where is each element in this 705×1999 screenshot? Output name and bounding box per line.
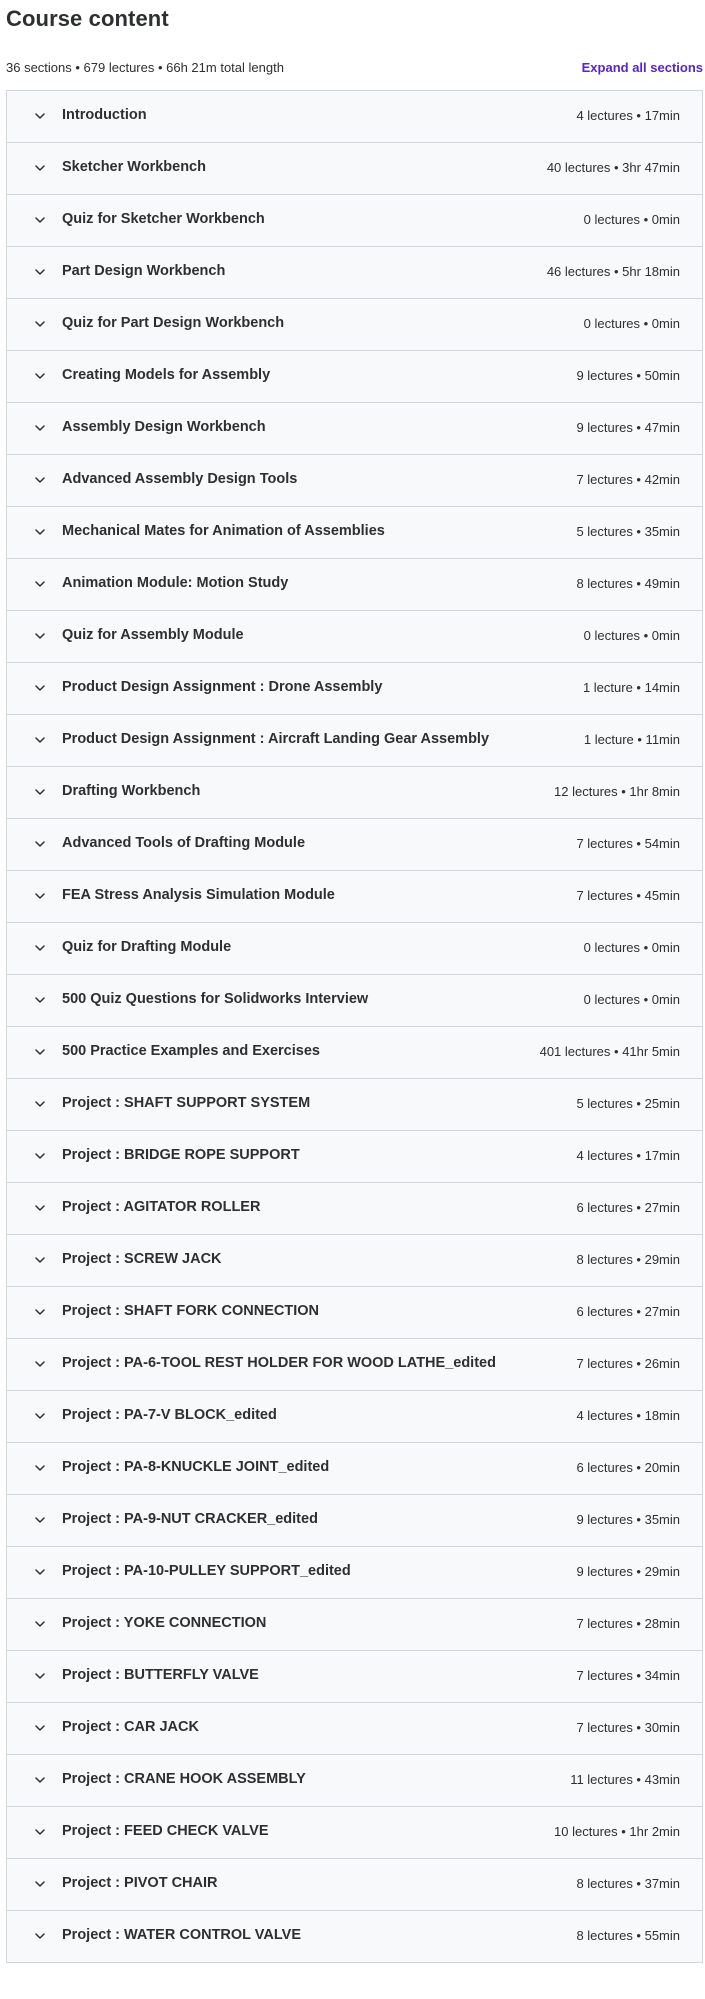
section-row[interactable]	[7, 611, 702, 663]
section-meta: 10 lectures • 1hr 2min	[554, 1824, 680, 1839]
chevron-down-icon[interactable]	[34, 578, 46, 590]
chevron-down-icon[interactable]	[34, 1150, 46, 1162]
chevron-down-icon[interactable]	[34, 1722, 46, 1734]
chevron-down-icon[interactable]	[34, 1358, 46, 1370]
section-title: Project : CAR JACK	[62, 1719, 199, 1735]
section-title: Introduction	[62, 107, 147, 123]
section-title: Project : AGITATOR ROLLER	[62, 1199, 261, 1215]
section-meta: 7 lectures • 42min	[576, 472, 680, 487]
chevron-down-icon[interactable]	[34, 838, 46, 850]
section-row[interactable]	[7, 923, 702, 975]
chevron-down-icon[interactable]	[34, 1566, 46, 1578]
section-meta: 1 lecture • 11min	[583, 732, 680, 747]
section-meta: 0 lectures • 0min	[583, 992, 680, 1007]
chevron-down-icon[interactable]	[34, 1202, 46, 1214]
section-row[interactable]	[7, 1807, 702, 1859]
section-meta: 6 lectures • 27min	[576, 1304, 680, 1319]
expand-all-sections-button[interactable]: Expand all sections	[581, 60, 703, 75]
section-title: Project : PA-7-V BLOCK_edited	[62, 1407, 277, 1423]
section-title: Drafting Workbench	[62, 783, 201, 799]
section-row[interactable]	[7, 1235, 702, 1287]
chevron-down-icon[interactable]	[34, 370, 46, 382]
section-title: Quiz for Assembly Module	[62, 627, 244, 643]
chevron-down-icon[interactable]	[34, 110, 46, 122]
section-title: Project : SCREW JACK	[62, 1251, 222, 1267]
section-meta: 9 lectures • 35min	[576, 1512, 680, 1527]
section-title: Part Design Workbench	[62, 263, 226, 279]
section-row[interactable]	[7, 1703, 702, 1755]
section-meta: 46 lectures • 5hr 18min	[546, 264, 680, 279]
section-title: Project : SHAFT SUPPORT SYSTEM	[62, 1095, 311, 1111]
section-meta: 8 lectures • 37min	[576, 1876, 680, 1891]
section-meta: 7 lectures • 54min	[576, 836, 680, 851]
chevron-down-icon[interactable]	[34, 1774, 46, 1786]
chevron-down-icon[interactable]	[34, 890, 46, 902]
section-title: Assembly Design Workbench	[62, 419, 266, 435]
section-title: Project : WATER CONTROL VALVE	[62, 1927, 301, 1943]
section-row[interactable]	[7, 819, 702, 871]
chevron-down-icon[interactable]	[34, 1410, 46, 1422]
section-title: Project : CRANE HOOK ASSEMBLY	[62, 1771, 306, 1787]
course-summary: 36 sections • 679 lectures • 66h 21m total length	[6, 60, 284, 75]
section-title: Project : FEED CHECK VALVE	[62, 1823, 269, 1839]
section-title: Project : SHAFT FORK CONNECTION	[62, 1303, 319, 1319]
section-row[interactable]	[7, 1131, 702, 1183]
chevron-down-icon[interactable]	[34, 318, 46, 330]
section-row[interactable]	[7, 91, 702, 143]
section-row[interactable]	[7, 1339, 702, 1391]
section-title: Advanced Assembly Design Tools	[62, 471, 298, 487]
section-row[interactable]	[7, 1599, 702, 1651]
section-row[interactable]	[7, 195, 702, 247]
section-title: Sketcher Workbench	[62, 159, 206, 175]
section-row[interactable]	[7, 1547, 702, 1599]
section-meta: 4 lectures • 17min	[576, 1148, 680, 1163]
section-row[interactable]	[7, 1651, 702, 1703]
section-row[interactable]	[7, 975, 702, 1027]
course-summary-row	[6, 60, 705, 80]
section-title: Project : PA-6-TOOL REST HOLDER FOR WOOD LATHE_edited	[62, 1355, 496, 1371]
section-meta: 7 lectures • 30min	[576, 1720, 680, 1735]
sections-list	[6, 90, 703, 1963]
section-meta: 1 lecture • 14min	[582, 680, 680, 695]
chevron-down-icon[interactable]	[34, 682, 46, 694]
section-title: Product Design Assignment : Drone Assembly	[62, 679, 383, 695]
section-meta: 6 lectures • 27min	[576, 1200, 680, 1215]
section-row[interactable]	[7, 767, 702, 819]
section-row[interactable]	[7, 247, 702, 299]
chevron-down-icon[interactable]	[34, 994, 46, 1006]
section-title: Product Design Assignment : Aircraft Landing Gear Assembly	[62, 731, 490, 747]
section-row[interactable]	[7, 1755, 702, 1807]
chevron-down-icon[interactable]	[34, 1098, 46, 1110]
section-title: FEA Stress Analysis Simulation Module	[62, 887, 335, 903]
section-meta: 4 lectures • 17min	[576, 108, 680, 123]
chevron-down-icon[interactable]	[34, 1878, 46, 1890]
chevron-down-icon[interactable]	[34, 162, 46, 174]
section-title: Advanced Tools of Drafting Module	[62, 835, 306, 851]
section-meta: 4 lectures • 18min	[576, 1408, 680, 1423]
section-meta: 12 lectures • 1hr 8min	[554, 784, 680, 799]
chevron-down-icon[interactable]	[34, 526, 46, 538]
chevron-down-icon[interactable]	[34, 1670, 46, 1682]
section-meta: 40 lectures • 3hr 47min	[546, 160, 680, 175]
section-title: Project : PA-9-NUT CRACKER_edited	[62, 1511, 318, 1527]
section-row[interactable]	[7, 1495, 702, 1547]
section-row[interactable]	[7, 715, 702, 767]
chevron-down-icon[interactable]	[34, 1826, 46, 1838]
section-row[interactable]	[7, 143, 702, 195]
page-title: Course content	[6, 6, 169, 31]
section-title: 500 Quiz Questions for Solidworks Interview	[62, 991, 369, 1007]
chevron-down-icon[interactable]	[34, 422, 46, 434]
section-row[interactable]	[7, 299, 702, 351]
section-title: Quiz for Part Design Workbench	[62, 315, 285, 331]
section-row[interactable]	[7, 1079, 702, 1131]
section-row[interactable]	[7, 403, 702, 455]
section-meta: 7 lectures • 28min	[576, 1616, 680, 1631]
chevron-down-icon[interactable]	[34, 1306, 46, 1318]
chevron-down-icon[interactable]	[34, 786, 46, 798]
section-row[interactable]	[7, 559, 702, 611]
section-row[interactable]	[7, 871, 702, 923]
chevron-down-icon[interactable]	[34, 474, 46, 486]
section-title: Project : YOKE CONNECTION	[62, 1615, 267, 1631]
section-meta: 401 lectures • 41hr 5min	[539, 1044, 680, 1059]
section-meta: 5 lectures • 25min	[576, 1096, 680, 1111]
section-meta: 7 lectures • 34min	[576, 1668, 680, 1683]
section-row[interactable]	[7, 1027, 702, 1079]
section-meta: 0 lectures • 0min	[583, 212, 680, 227]
section-row[interactable]	[7, 1183, 702, 1235]
section-meta: 7 lectures • 45min	[576, 888, 680, 903]
chevron-down-icon[interactable]	[34, 1618, 46, 1630]
section-meta: 9 lectures • 47min	[576, 420, 680, 435]
chevron-down-icon[interactable]	[34, 1514, 46, 1526]
section-meta: 8 lectures • 55min	[576, 1928, 680, 1943]
section-meta: 9 lectures • 29min	[576, 1564, 680, 1579]
section-row[interactable]	[7, 1859, 702, 1911]
section-meta: 6 lectures • 20min	[576, 1460, 680, 1475]
section-row[interactable]	[7, 1287, 702, 1339]
section-meta: 0 lectures • 0min	[583, 628, 680, 643]
section-meta: 8 lectures • 49min	[576, 576, 680, 591]
section-title: Project : PA-10-PULLEY SUPPORT_edited	[62, 1563, 351, 1579]
section-title: 500 Practice Examples and Exercises	[62, 1043, 320, 1059]
section-row[interactable]	[7, 1911, 702, 1963]
chevron-down-icon[interactable]	[34, 1046, 46, 1058]
section-row[interactable]	[7, 1391, 702, 1443]
section-row[interactable]	[7, 663, 702, 715]
section-title: Creating Models for Assembly	[62, 367, 271, 383]
section-row[interactable]	[7, 507, 702, 559]
chevron-down-icon[interactable]	[34, 214, 46, 226]
section-title: Project : PIVOT CHAIR	[62, 1875, 218, 1891]
section-meta: 8 lectures • 29min	[576, 1252, 680, 1267]
section-title: Animation Module: Motion Study	[62, 575, 289, 591]
chevron-down-icon[interactable]	[34, 630, 46, 642]
section-row[interactable]	[7, 351, 702, 403]
section-title: Quiz for Drafting Module	[62, 939, 232, 955]
section-title: Quiz for Sketcher Workbench	[62, 211, 265, 227]
section-title: Project : PA-8-KNUCKLE JOINT_edited	[62, 1459, 330, 1475]
chevron-down-icon[interactable]	[34, 1254, 46, 1266]
chevron-down-icon[interactable]	[34, 1930, 46, 1942]
section-title: Project : BRIDGE ROPE SUPPORT	[62, 1147, 300, 1163]
section-meta: 11 lectures • 43min	[570, 1772, 680, 1787]
section-meta: 0 lectures • 0min	[583, 316, 680, 331]
section-title: Project : BUTTERFLY VALVE	[62, 1667, 259, 1683]
section-row[interactable]	[7, 455, 702, 507]
chevron-down-icon[interactable]	[34, 1462, 46, 1474]
section-meta: 0 lectures • 0min	[583, 940, 680, 955]
section-title: Mechanical Mates for Animation of Assemblies	[62, 523, 385, 539]
chevron-down-icon[interactable]	[34, 734, 46, 746]
section-meta: 9 lectures • 50min	[576, 368, 680, 383]
chevron-down-icon[interactable]	[34, 942, 46, 954]
section-row[interactable]	[7, 1443, 702, 1495]
section-meta: 5 lectures • 35min	[576, 524, 680, 539]
section-meta: 7 lectures • 26min	[576, 1356, 680, 1371]
chevron-down-icon[interactable]	[34, 266, 46, 278]
